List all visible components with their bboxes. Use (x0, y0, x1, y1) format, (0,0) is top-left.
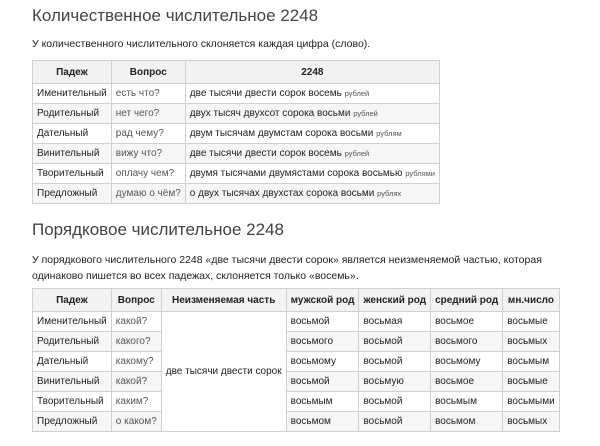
value-text: две тысячи двести сорок восемь (189, 148, 342, 159)
table-row (33, 184, 440, 204)
neuter-cell: восьмым (431, 392, 503, 412)
neuter-cell: восьмое (431, 372, 503, 392)
question-cell: какой? (111, 372, 161, 392)
question-cell: о каком? (111, 412, 161, 432)
ordinal-table (32, 288, 560, 432)
fixed-part-cell: две тысячи двести сорок (161, 312, 286, 432)
noun-text: рублях (377, 189, 402, 198)
feminine-cell: восьмой (359, 392, 431, 412)
table-row (33, 352, 560, 372)
table-row (33, 392, 560, 412)
table-row (33, 84, 440, 104)
col-masculine: мужской род (286, 289, 359, 312)
case-cell: Дательный (33, 124, 112, 144)
value-cell (185, 124, 439, 144)
masculine-cell: восьмом (286, 412, 359, 432)
value-text: двух тысяч двухсот сорока восьми (189, 108, 351, 119)
table-row (33, 104, 440, 124)
plural-cell: восьмые (503, 372, 560, 392)
question-cell: какого? (111, 332, 161, 352)
case-cell: Именительный (33, 84, 112, 104)
case-cell: Винительный (33, 144, 112, 164)
question-cell: есть что? (111, 84, 185, 104)
masculine-cell: восьмому (286, 352, 359, 372)
plural-cell: восьмые (503, 312, 560, 332)
value-text: двум тысячам двумстам сорока восьми (189, 128, 374, 139)
value-cell (185, 84, 439, 104)
value-text: о двух тысячах двухстах сорока восьми (189, 188, 375, 199)
value-cell (185, 164, 439, 184)
case-cell: Винительный (33, 372, 112, 392)
feminine-cell: восьмая (359, 312, 431, 332)
neuter-cell: восьмое (431, 312, 503, 332)
question-cell: рад чему? (111, 124, 185, 144)
question-cell: какому? (111, 352, 161, 372)
feminine-cell: восьмой (359, 352, 431, 372)
masculine-cell: восьмым (286, 392, 359, 412)
case-cell: Предложный (33, 412, 112, 432)
case-cell: Дательный (33, 352, 112, 372)
col-number: 2248 (185, 61, 439, 84)
case-cell: Предложный (33, 184, 112, 204)
plural-cell: восьмым (503, 352, 560, 372)
value-cell (185, 144, 439, 164)
ordinal-title: Порядковое числительное 2248 (32, 220, 284, 239)
noun-text: рублей (344, 89, 370, 98)
table-row (33, 124, 440, 144)
noun-text: рублями (405, 169, 435, 178)
neuter-cell: восьмого (431, 332, 503, 352)
case-cell: Родительный (33, 332, 112, 352)
noun-text: рублям (376, 129, 402, 138)
col-feminine: женский род (359, 289, 431, 312)
ordinal-intro: У порядкового числительного 2248 «две тысячи двести сорок» является неизменяемой частью, которая одинаково пишется во всех падежах, склоняется только «восемь». (32, 254, 542, 282)
neuter-cell: восьмому (431, 352, 503, 372)
value-cell (185, 184, 439, 204)
masculine-cell: восьмой (286, 372, 359, 392)
col-question: Вопрос (111, 289, 161, 312)
table-header-row (33, 289, 560, 312)
table-row (33, 164, 440, 184)
plural-cell: восьмых (503, 412, 560, 432)
case-cell: Именительный (33, 312, 112, 332)
table-row (33, 372, 560, 392)
plural-cell: восьмых (503, 332, 560, 352)
question-cell: нет чего? (111, 104, 185, 124)
col-question: Вопрос (111, 61, 185, 84)
col-case: Падеж (33, 61, 112, 84)
case-cell: Родительный (33, 104, 112, 124)
noun-text: рублей (344, 149, 370, 158)
table-header-row (33, 61, 440, 84)
question-cell: вижу что? (111, 144, 185, 164)
table-row (33, 144, 440, 164)
feminine-cell: восьмую (359, 372, 431, 392)
table-row (33, 312, 560, 332)
table-row (33, 412, 560, 432)
table-row (33, 332, 560, 352)
noun-text: рублей (353, 109, 378, 118)
case-cell: Творительный (33, 164, 112, 184)
feminine-cell: восьмой (359, 332, 431, 352)
question-cell: оплачу чем? (111, 164, 185, 184)
value-text: двумя тысячами двумястами сорока восьмью (189, 168, 403, 179)
cardinal-title: Количественное числительное 2248 (32, 6, 319, 25)
question-cell: думаю о чём? (111, 184, 185, 204)
value-cell (185, 104, 439, 124)
question-cell: каким? (111, 392, 161, 412)
col-plural: мн.число (503, 289, 560, 312)
cardinal-intro: У количественного числительного склоняется каждая цифра (слово). (32, 38, 371, 50)
masculine-cell: восьмой (286, 312, 359, 332)
value-text: две тысячи двести сорок восемь (189, 88, 342, 99)
col-neuter: средний род (431, 289, 503, 312)
feminine-cell: восьмой (359, 412, 431, 432)
masculine-cell: восьмого (286, 332, 359, 352)
col-fixed-part: Неизменяемая часть (161, 289, 286, 312)
question-cell: какой? (111, 312, 161, 332)
neuter-cell: восьмом (431, 412, 503, 432)
case-cell: Творительный (33, 392, 112, 412)
col-case: Падеж (33, 289, 112, 312)
cardinal-table (32, 60, 440, 204)
plural-cell: восьмыми (503, 392, 560, 412)
